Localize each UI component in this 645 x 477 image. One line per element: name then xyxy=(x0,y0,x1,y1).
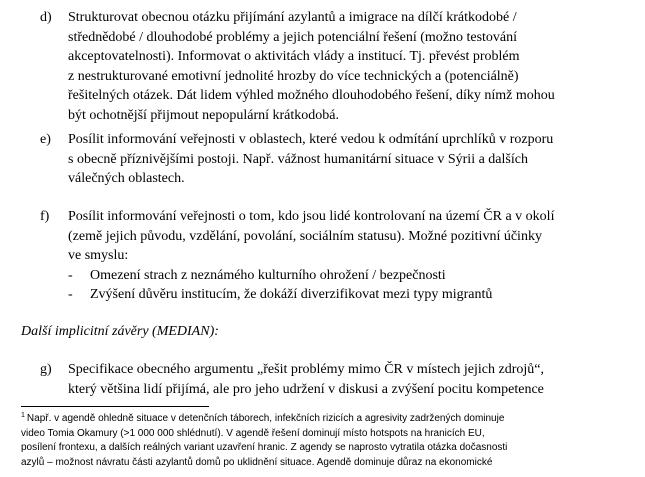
list-marker: e) xyxy=(40,132,51,147)
footnote-line: posílení frontexu, a dalších reálných variant uzavření hranic. Z agendy se naprosto vytratila otázka dočasnosti xyxy=(21,442,508,453)
footnote-line: azylů – možnost návratu části azylantů domů po uklidnění situace. Agendě dominuje důraz na ekonomické xyxy=(21,456,493,468)
sub-list-item xyxy=(68,285,608,305)
section-heading: Další implicitní závěry (MEDIAN): xyxy=(21,324,219,339)
text-line: akceptovatelnosti). Informovat o aktivitách vlády a institucí. Tj. převést problém xyxy=(68,49,520,64)
text-line: válečných oblastech. xyxy=(68,171,185,186)
sub-list-item xyxy=(68,266,608,286)
dash-bullet: - xyxy=(68,287,73,302)
footnote-line: video Tomia Okamury (>1 000 000 shlédnutí). V agendě řešení dominují místo hotspots na hranicích EU, xyxy=(21,427,485,439)
text-line: z nestrukturované emotivní jednolité hrozby do více technických a (potenciálně) xyxy=(68,68,519,84)
paragraph xyxy=(68,130,608,189)
list-marker: d) xyxy=(40,10,52,25)
list-marker: g) xyxy=(40,362,52,377)
text-line: Specifikace obecného argumentu „řešit problémy mimo ČR v místech jejich zdrojů“, xyxy=(68,362,544,377)
text-line: Posílit informování veřejnosti v oblastech, které vedou k odmítání uprchlíků v rozporu xyxy=(68,132,554,147)
text-line: Strukturovat obecnou otázku přijímání azylantů a imigrace na dílčí krátkodobé / xyxy=(68,10,517,25)
paragraph xyxy=(68,8,608,125)
text-line: (země jejich původu, vzdělání, povolání, sociálním statusu). Možné pozitivní účinky xyxy=(68,228,542,244)
sub-item-text: Omezení strach z neznámého kulturního ohrožení / bezpečnosti xyxy=(90,267,446,283)
footnote-line xyxy=(21,412,621,427)
paragraph xyxy=(68,360,608,399)
text-line: být ochotnější přijmout nepopulární krátkodobá. xyxy=(68,107,340,123)
footnote-separator xyxy=(21,406,209,407)
text-line: který většina lidí přijímá, ale pro jeho udržení v diskusi a zvýšení pocitu kompetence xyxy=(68,381,544,397)
text-line: ve smyslu: xyxy=(68,248,129,263)
footnote-text: Např. v agendě ohledně situace v detenčních táborech, infekčních rizicích a agresivity zadržených dominuje xyxy=(26,413,505,424)
text-line: Posílit informování veřejnosti o tom, kdo jsou lidé kontrolovaní na území ČR a v okolí xyxy=(68,209,555,224)
sub-item-text: Zvýšení důvěru institucím, že dokáží diverzifikovat mezi typy migrantů xyxy=(90,287,493,302)
text-line: řešitelných otázek. Dát lidem výhled možného dlouhodobého řešení, díky nímž mohou xyxy=(68,88,555,103)
text-line: s obecně příznivějšími postoji. Např. vážnost humanitární situace v Sýrii a dalších xyxy=(68,151,528,167)
list-marker: f) xyxy=(40,209,50,224)
dash-bullet: - xyxy=(68,267,73,283)
footnote xyxy=(21,412,621,470)
text-line: střednědobé / dlouhodobé problémy a jejich potenciální řešení (možno testování xyxy=(68,29,518,45)
paragraph xyxy=(68,207,608,305)
footnote-marker: 1 xyxy=(21,411,25,419)
